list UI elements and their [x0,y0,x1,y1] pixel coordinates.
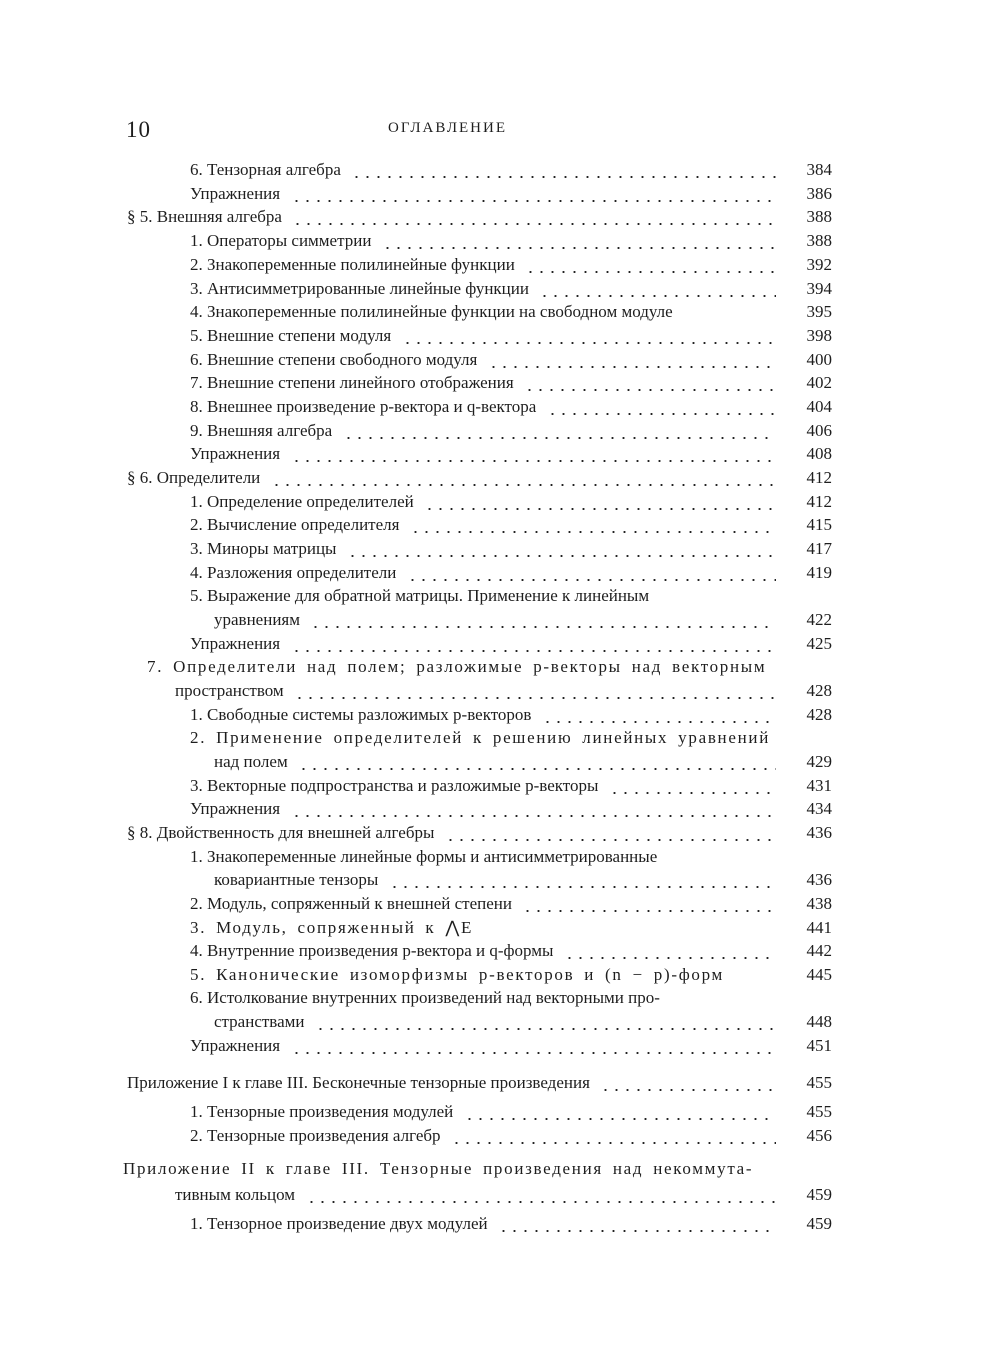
toc-entry[interactable] [214,608,832,632]
toc-entry[interactable] [127,821,832,845]
toc-entry[interactable] [190,371,832,395]
toc-entry[interactable] [190,324,832,348]
toc-entry[interactable] [190,158,832,182]
toc-entry-title: 5. Выражение для обратной матрицы. Применение к линейным [190,586,650,605]
dot-leader [410,531,776,533]
dot-leader [271,484,776,486]
toc-entry-title: 2. Применение определителей к решению линейных уравнений [190,728,770,747]
toc-entry[interactable] [190,277,832,301]
toc-entry[interactable] [190,1100,832,1124]
dot-leader [291,460,776,462]
toc-entry[interactable] [175,1183,832,1207]
dot-leader [524,389,776,391]
toc-entry-title: 1. Тензорные произведения модулей [190,1102,454,1121]
toc-entry-title: Приложение I к главе III. Бесконечные тензорные произведения [127,1073,590,1092]
toc-page-number: 459 [806,1214,832,1233]
toc-entry[interactable] [190,1212,832,1236]
toc-page-number: 412 [806,468,832,487]
toc-entry[interactable] [190,963,832,987]
toc-entry-title: 4. Внутренние произведения p-вектора и q-формы [190,941,554,960]
toc-entry[interactable] [190,348,832,372]
toc-page-number: 441 [806,918,832,937]
toc-page-number: 406 [806,421,832,440]
toc-entry-title: странствами [214,1012,305,1031]
toc-entry-title: 8. Внешнее произведение p-вектора и q-вектора [190,397,537,416]
toc-entry[interactable] [147,655,832,679]
toc-entry[interactable] [190,395,832,419]
toc-entry[interactable] [190,513,832,537]
toc-entry-title: Упражнения [190,1036,281,1055]
dot-leader [291,200,776,202]
dot-leader [445,839,776,841]
toc-entry-title: 1. Свободные системы разложимых p-векторов [190,705,532,724]
toc-page-number: 431 [806,776,832,795]
dot-leader [402,342,776,344]
toc-entry-title: 2. Тензорные произведения алгебр [190,1126,441,1145]
toc-entry[interactable] [190,703,832,727]
toc-entry-title: § 6. Определители [127,468,261,487]
toc-entry-title: 1. Знакопеременные линейные формы и антисимметрированные [190,847,658,866]
toc-entry[interactable] [190,253,832,277]
toc-entry-title: Упражнения [190,444,281,463]
dot-leader [451,1142,776,1144]
toc-entry[interactable] [190,1034,832,1058]
toc-page-number: 415 [806,515,832,534]
dot-leader [306,1201,776,1203]
toc-entry-title: над полем [214,752,288,771]
toc-page-number: 400 [806,350,832,369]
toc-entry[interactable] [190,229,832,253]
toc-entry-title: Приложение II к главе III. Тензорные произведения над некоммута- [123,1159,754,1178]
toc-entry[interactable] [190,490,832,514]
toc-entry[interactable] [190,300,832,324]
dot-leader [310,626,776,628]
toc-page-number: 456 [806,1126,832,1145]
toc-entry-title: 3. Миноры матрицы [190,539,337,558]
toc-entry-title: 7. Внешние степени линейного отображения [190,373,514,392]
toc-entry[interactable] [190,584,832,608]
toc-entry-title: 6. Внешние степени свободного модуля [190,350,478,369]
toc-entry[interactable] [190,939,832,963]
dot-leader [291,815,776,817]
page-number: 10 [126,117,151,142]
toc-entry-title: 4. Разложения определители [190,563,397,582]
toc-page-number: 388 [806,231,832,250]
dot-leader [498,1230,776,1232]
toc-entry[interactable] [214,868,832,892]
dot-leader [600,1089,776,1091]
toc-page-number: 436 [806,823,832,842]
toc-entry-title: 3. Векторные подпространства и разложимые p-векторы [190,776,599,795]
dot-leader [291,650,776,652]
toc-page-number: 455 [806,1073,832,1092]
toc-entry[interactable] [190,442,832,466]
toc-entry-title: 6. Истолкование внутренних произведений над векторными про- [190,988,660,1007]
toc-entry-title: 9. Внешняя алгебра [190,421,333,440]
toc-entry[interactable] [127,466,832,490]
toc-page-number: 425 [806,634,832,653]
toc-entry-title: 3. Антисимметрированные линейные функции [190,279,529,298]
toc-page-number: 434 [806,799,832,818]
toc-entry[interactable] [190,726,832,750]
toc-entry[interactable] [190,561,832,585]
toc-entry[interactable] [190,774,832,798]
toc-page-number: 428 [806,705,832,724]
toc-entry-title: ковариантные тензоры [214,870,379,889]
dot-leader [291,1052,776,1054]
toc-page-number: 428 [806,681,832,700]
toc-entry-title: § 8. Двойственность для внешней алгебры [127,823,435,842]
toc-page-number: 455 [806,1102,832,1121]
toc-page-number: 436 [806,870,832,889]
dot-leader [609,792,776,794]
dot-leader [382,247,776,249]
dot-leader [547,413,776,415]
dot-leader [522,910,776,912]
toc-page-number: 408 [806,444,832,463]
running-title: ОГЛАВЛЕНИЕ [388,120,507,136]
toc-page-number: 417 [806,539,832,558]
toc-entry-title: 4. Знакопеременные полилинейные функции на свободном модуле [190,302,673,321]
toc-page-number: 394 [806,279,832,298]
toc-page-number: 398 [806,326,832,345]
dot-leader [294,697,776,699]
toc-page-number: 459 [806,1185,832,1204]
toc-entry[interactable] [190,916,832,940]
dot-leader [292,223,776,225]
toc-page-number: 445 [806,965,832,984]
dot-leader [315,1028,776,1030]
dot-leader [424,508,776,510]
toc-entry-title: 1. Определение определителей [190,492,414,511]
toc-page-number: 438 [806,894,832,913]
dot-leader [343,437,776,439]
dot-leader [564,957,776,959]
toc-entry-title: 5. Внешние степени модуля [190,326,392,345]
toc-entry[interactable] [190,419,832,443]
toc-entry[interactable] [190,182,832,206]
toc-entry-title: Упражнения [190,799,281,818]
toc-page-number: 404 [806,397,832,416]
toc-entry[interactable] [190,632,832,656]
toc-entry[interactable] [214,1010,832,1034]
toc-entry-title: 6. Тензорная алгебра [190,160,341,179]
toc-page-number: 451 [806,1036,832,1055]
dot-leader [464,1118,776,1120]
toc-page-number: 442 [806,941,832,960]
toc-entry[interactable] [190,845,832,869]
toc-page-number: 384 [806,160,832,179]
toc-entry[interactable] [190,537,832,561]
toc-entry[interactable] [214,750,832,774]
toc-page-number: 386 [806,184,832,203]
toc-page-number: 388 [806,207,832,226]
dot-leader [542,721,776,723]
toc-entry[interactable] [127,205,832,229]
toc-entry-title: пространством [175,681,284,700]
toc-entry[interactable] [127,1071,832,1095]
toc-entry[interactable] [175,679,832,703]
toc-page-number: 395 [806,302,832,321]
toc-page-number: 422 [806,610,832,629]
toc-entry-title: 5. Канонические изоморфизмы p-векторов и (n − p)-форм [190,965,725,984]
toc-page-number: 448 [806,1012,832,1031]
toc-page-number: 429 [806,752,832,771]
dot-leader [351,176,776,178]
toc-entry-title: § 5. Внешняя алгебра [127,207,282,226]
toc-entry-title: тивным кольцом [175,1185,296,1204]
toc-entry-title: 2. Знакопеременные полилинейные функции [190,255,515,274]
dot-leader [525,271,776,273]
toc-entry-title: 1. Тензорное произведение двух модулей [190,1214,488,1233]
toc-entry[interactable] [123,1157,832,1181]
toc-entry-title: 2. Вычисление определителя [190,515,400,534]
toc-entry-title: Упражнения [190,184,281,203]
dot-leader [347,555,776,557]
toc-entry[interactable] [190,1124,832,1148]
dot-leader [298,768,776,770]
toc-page-number: 402 [806,373,832,392]
toc-entry-title: 1. Операторы симметрии [190,231,372,250]
dot-leader [488,366,776,368]
toc-page-number: 412 [806,492,832,511]
toc-page-number: 392 [806,255,832,274]
toc-entry[interactable] [190,892,832,916]
toc-entry-title: 7. Определители над полем; разложимые p-векторы над векторным [147,657,767,676]
dot-leader [407,579,776,581]
toc-entry[interactable] [190,797,832,821]
toc-entry-title: Упражнения [190,634,281,653]
toc-entry-title: уравнениям [214,610,300,629]
toc-entry-title: 3. Модуль, сопряженный к ⋀E [190,918,474,937]
dot-leader [389,886,776,888]
toc-entry-title: 2. Модуль, сопряженный к внешней степени [190,894,512,913]
dot-leader [539,295,776,297]
toc-entry[interactable] [190,986,832,1010]
toc-page-number: 419 [806,563,832,582]
